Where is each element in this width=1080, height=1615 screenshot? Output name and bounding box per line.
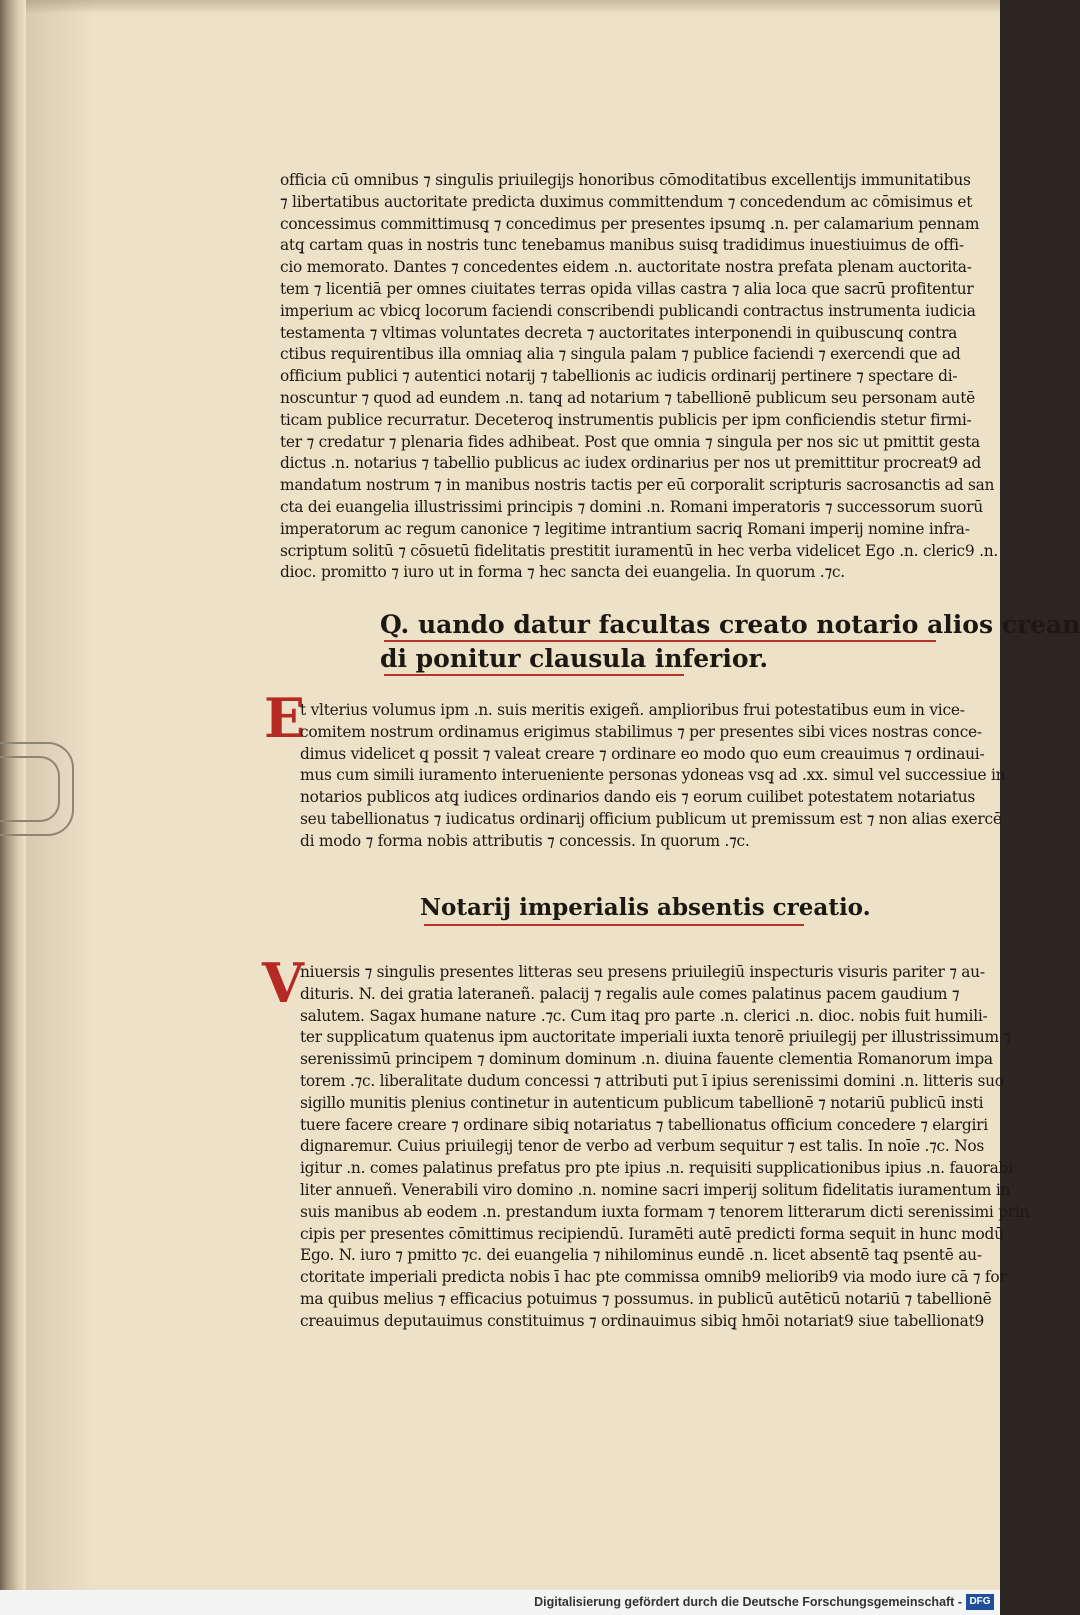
drop-initial-e: E: [264, 686, 306, 750]
text-line: dituris. N. dei gratia lateraneñ. palacij ⁊ regalis aule comes palatinus pacem gaudium ⁊: [300, 984, 960, 1003]
text-line: cipis per presentes cōmittimus recipiendū. Iuramēti autē predicti forma sequit in hunc modū: [300, 1224, 1004, 1243]
text-line: tuere facere creare ⁊ ordinare sibiq̧ notariatus ⁊ tabellionatus officium concedere ⁊ elargiri: [300, 1115, 988, 1134]
text-line: ma quibus melius ⁊ efficacius potuimus ⁊ possumus. in publicū autēticū notariū ⁊ tabellionē: [300, 1289, 992, 1308]
rubric-underline: [384, 674, 684, 676]
text-block-vlterius: [300, 700, 1006, 853]
text-line: scriptum solitū ⁊ cōsuetū fidelitatis prestitit iuramentū in hec verba videlicet Ego .n. cleric9 .n.: [280, 541, 999, 560]
text-line: ticam publice recurratur. Deceteroq̧ instrumentis publicis per ipm conficiendis stetur firmi-: [280, 410, 972, 429]
drop-initial-v: V: [262, 951, 304, 1015]
text-line: liter annueñ. Venerabili viro domino .n. nomine sacri imperij solitum fidelitatis iuramentum in: [300, 1180, 1011, 1199]
text-line: concessimus committimusq̧ ⁊ concedimus per presentes ipsumq̧ .n. per calamarium pennam: [280, 214, 980, 233]
text-line: dimus videlicet q̧ possit ⁊ valeat creare ⁊ ordinare eo modo quo eum creauimus ⁊ ordinaui-: [300, 744, 985, 763]
text-line: serenissimū principem ⁊ dominum dominum .n. diuina fauente clementia Romanorum impa: [300, 1050, 993, 1069]
text-line: ⁊ libertatibus auctoritate predicta duximus committendum ⁊ concedendum ac cōmisimus et: [280, 192, 973, 211]
text-line: tem ⁊ licentiā per omnes ciuitates terras opida villas castra ⁊ alia loca que sacrū profitentur: [280, 279, 974, 298]
heading-line: Q. uando datur facultas creato notario alios crean: [380, 610, 1080, 639]
text-line: officia cū omnibus ⁊ singulis priuilegijs honoribus cōmoditatibus excellentijs immunitatibus: [280, 171, 971, 189]
dfg-logo[interactable]: DFG: [966, 1594, 994, 1610]
text-line: creauimus deputauimus constituimus ⁊ ordinauimus sibiq̧ hmōi notariat9 siue tabellionat9: [300, 1311, 985, 1330]
section-heading-notarij: Notarij imperialis absentis creatio.: [420, 894, 871, 921]
text-line: igitur .n. comes palatinus prefatus pro pte ipius .n. requisiti supplicationibus ipius .n. fauorabi: [300, 1159, 1013, 1178]
text-line: torem .⁊c. liberalitate dudum concessi ⁊ attributi put ī ipius serenissimi domini .n. litteris suo: [300, 1071, 1004, 1090]
text-line: suis manibus ab eodem .n. prestandum iuxta formam ⁊ tenorem litterarum dicti serenissimi prin: [300, 1202, 1030, 1221]
text-line: dignaremur. Cuius priuilegij tenor de verbo ad verbum sequitur ⁊ est talis. In noīe .⁊c. Nos: [300, 1137, 985, 1156]
rubric-underline: [424, 924, 804, 926]
text-line: ctoritate imperiali predicta nobis ī hac pte commissa omnib9 meliorib9 via modo iure cā ⁊ for: [300, 1268, 1007, 1287]
text-line: ter supplicatum quatenus ipm auctoritate imperiali iuxta tenorē priuilegij per illustrissimum ⁊: [300, 1028, 1011, 1047]
text-line: testamenta ⁊ vltimas voluntates decreta ⁊ auctoritates interponendi in quibuscunq̧ contra: [280, 323, 958, 342]
digitization-footer: [0, 1590, 1000, 1615]
page-top-edge: [0, 0, 1000, 14]
funding-credit: Digitalisierung gefördert durch die Deutsche Forschungsgemeinschaft -: [534, 1595, 962, 1609]
text-line: cta dei euangelia illustrissimi principis ⁊ domini .n. Romani imperatoris ⁊ successorum suorū: [280, 497, 983, 516]
text-line: notarios publicos atq̧ iudices ordinarios dando eis ⁊ eorum cuilibet potestatem notariatus: [300, 788, 976, 807]
text-line: ter ⁊ credatur ⁊ plenaria fides adhibeat. Post que omnia ⁊ singula per nos sic ut pmittit gesta: [280, 432, 980, 451]
text-line: di modo ⁊ forma nobis attributis ⁊ concessis. In quorum .⁊c.: [300, 831, 750, 850]
text-line: mus cum simili iuramento interueniente personas ydoneas vsq̧ ad .xx. simul vel successiue in: [300, 766, 1006, 785]
text-line: noscuntur ⁊ quod ad eundem .n. tanq̧ ad notarium ⁊ tabellionē publicum seu personam autē: [280, 388, 976, 407]
text-line: officium publici ⁊ autentici notarij ⁊ tabellionis ac iudicis ordinarij pertinere ⁊ spectare di-: [280, 367, 958, 386]
text-line: sigillo munitis plenius continetur in autenticum publicum tabellionē ⁊ notariū publicū insti: [300, 1093, 984, 1112]
text-line: imperium ac vbicq̧ locorum faciendi conscribendi publicandi contractus instrumenta iudicia: [280, 301, 976, 320]
text-line: comitem nostrum ordinamus erigimus stabilimus ⁊ per presentes sibi vices nostras conce-: [300, 722, 982, 741]
text-line: ctibus requirentibus illa omniaq̧ alia ⁊ singula palam ⁊ publice faciendi ⁊ exercendi que ad: [280, 345, 961, 364]
paper-clip-inner-loop: [0, 756, 60, 822]
text-line: seu tabellionatus ⁊ iudicatus ordinarij officium publicum ut premissum est ⁊ non alias exercē: [300, 809, 1002, 828]
text-line: dictus .n. notarius ⁊ tabellio publicus ac iudex ordinarius per nos ut premittitur procreat9 ad: [280, 454, 982, 473]
section-heading-facultas: [380, 608, 1080, 676]
text-line: mandatum nostrum ⁊ in manibus nostris tactis per eū corporalit scripturis sacrosanctis ad san: [280, 476, 995, 495]
text-line: salutem. Sagax humane nature .⁊c. Cum itaq̧ pro parte .n. clerici .n. dioc. nobis fuit humili-: [300, 1006, 988, 1025]
heading-line: di ponitur clausula inferior.: [380, 644, 769, 673]
text-line: t vlterius volumus ipm .n. suis meritis exigeñ. amplioribus frui potestatibus eum in vice-: [300, 701, 965, 719]
text-line: dioc. promitto ⁊ iuro ut in forma ⁊ hec sancta dei euangelia. In quorum .⁊c.: [280, 563, 845, 582]
rubric-underline: [384, 640, 936, 642]
text-block-officia: [280, 170, 999, 584]
text-block-uniuersis: [300, 962, 1030, 1333]
text-line: atq̧ cartam quas in nostris tunc tenebamus manibus suisq̧ tradidimus inuestiuimus de offi-: [280, 236, 964, 255]
text-line: cio memorato. Dantes ⁊ concedentes eidem .n. auctoritate nostra prefata plenam auctorita-: [280, 258, 972, 277]
text-line: Ego. N. iuro ⁊ pmitto ⁊c. dei euangelia ⁊ nihilominus eundē .n. licet absentē taq̧ psentē au-: [300, 1246, 982, 1265]
text-line: niuersis ⁊ singulis presentes litteras seu presens priuilegiū inspecturis visuris pariter ⁊ au-: [300, 963, 985, 981]
text-line: imperatorum ac regum canonice ⁊ legitime intrantium sacriq̧ Romani imperij nomine infra-: [280, 519, 970, 538]
